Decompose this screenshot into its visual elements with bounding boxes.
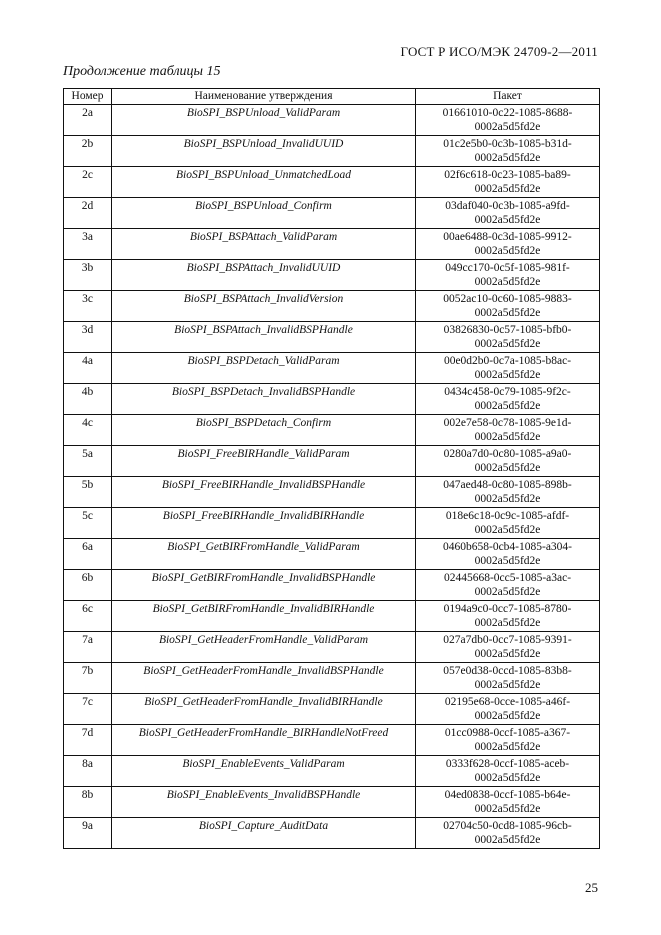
packet-uuid xyxy=(416,104,600,135)
packet-uuid-part-1: 027a7db0-0cc7-1085-9391- xyxy=(443,633,572,646)
packet-uuid xyxy=(416,600,600,631)
table-row xyxy=(64,445,600,476)
packet-uuid xyxy=(416,414,600,445)
row-number: 6a xyxy=(64,538,112,569)
packet-uuid xyxy=(416,786,600,817)
row-number: 7a xyxy=(64,631,112,662)
packet-uuid-part-1: 02445668-0cc5-1085-a3ac- xyxy=(443,571,572,584)
packet-uuid-part-2: 0002a5d5fd2e xyxy=(474,369,541,381)
row-number: 5b xyxy=(64,476,112,507)
row-number: 7c xyxy=(64,693,112,724)
packet-uuid-part-2: 0002a5d5fd2e xyxy=(474,121,541,133)
packet-uuid-part-1: 01c2e5b0-0c3b-1085-b31d- xyxy=(443,137,572,150)
table-header-row xyxy=(64,89,600,105)
assertion-name: BioSPI_BSPAttach_InvalidVersion xyxy=(112,290,416,321)
packet-uuid xyxy=(416,476,600,507)
assertion-name: BioSPI_GetHeaderFromHandle_InvalidBIRHandle xyxy=(112,693,416,724)
packet-uuid xyxy=(416,693,600,724)
table-row xyxy=(64,383,600,414)
assertion-name: BioSPI_BSPUnload_ValidParam xyxy=(112,104,416,135)
table-row xyxy=(64,414,600,445)
table-row xyxy=(64,321,600,352)
packet-uuid-part-2: 0002a5d5fd2e xyxy=(474,741,541,753)
table-row xyxy=(64,507,600,538)
packet-uuid-part-2: 0002a5d5fd2e xyxy=(474,493,541,505)
table-row xyxy=(64,259,600,290)
table-row xyxy=(64,662,600,693)
table-row xyxy=(64,197,600,228)
table-row xyxy=(64,290,600,321)
packet-uuid-part-2: 0002a5d5fd2e xyxy=(474,803,541,815)
assertion-name: BioSPI_Capture_AuditData xyxy=(112,817,416,848)
packet-uuid-part-1: 049cc170-0c5f-1085-981f- xyxy=(445,261,570,274)
table-row xyxy=(64,135,600,166)
packet-uuid-part-2: 0002a5d5fd2e xyxy=(474,772,541,784)
table-row xyxy=(64,569,600,600)
assertion-name: BioSPI_BSPAttach_InvalidBSPHandle xyxy=(112,321,416,352)
assertion-name: BioSPI_BSPDetach_ValidParam xyxy=(112,352,416,383)
row-number: 2b xyxy=(64,135,112,166)
assertion-name: BioSPI_BSPUnload_InvalidUUID xyxy=(112,135,416,166)
assertion-name: BioSPI_GetBIRFromHandle_InvalidBIRHandle xyxy=(112,600,416,631)
table-row xyxy=(64,724,600,755)
packet-uuid-part-2: 0002a5d5fd2e xyxy=(474,214,541,226)
table-row xyxy=(64,600,600,631)
packet-uuid-part-1: 0434c458-0c79-1085-9f2c- xyxy=(444,385,571,398)
packet-uuid-part-1: 03daf040-0c3b-1085-a9fd- xyxy=(445,199,570,212)
packet-uuid-part-1: 018e6c18-0c9c-1085-afdf- xyxy=(445,509,570,522)
packet-uuid-part-2: 0002a5d5fd2e xyxy=(474,586,541,598)
row-number: 3c xyxy=(64,290,112,321)
packet-uuid-part-1: 00ae6488-0c3d-1085-9912- xyxy=(443,230,572,243)
packet-uuid xyxy=(416,538,600,569)
packet-uuid-part-1: 002e7e58-0c78-1085-9e1d- xyxy=(443,416,572,429)
packet-uuid xyxy=(416,290,600,321)
row-number: 7d xyxy=(64,724,112,755)
packet-uuid-part-1: 01cc0988-0ccf-1085-a367- xyxy=(444,726,571,739)
packet-uuid-part-1: 0460b658-0cb4-1085-a304- xyxy=(442,540,573,553)
row-number: 7b xyxy=(64,662,112,693)
table-row xyxy=(64,476,600,507)
packet-uuid-part-2: 0002a5d5fd2e xyxy=(474,648,541,660)
table-row xyxy=(64,538,600,569)
table-row xyxy=(64,228,600,259)
table-row xyxy=(64,817,600,848)
packet-uuid xyxy=(416,445,600,476)
packet-uuid-part-1: 0280a7d0-0c80-1085-a9a0- xyxy=(443,447,572,460)
packet-uuid xyxy=(416,507,600,538)
packet-uuid-part-2: 0002a5d5fd2e xyxy=(474,183,541,195)
packet-uuid-part-2: 0002a5d5fd2e xyxy=(474,431,541,443)
packet-uuid-part-2: 0002a5d5fd2e xyxy=(474,679,541,691)
packet-uuid-part-1: 02f6c618-0c23-1085-ba89- xyxy=(444,168,571,181)
row-number: 3a xyxy=(64,228,112,259)
packet-uuid xyxy=(416,166,600,197)
assertion-name: BioSPI_GetBIRFromHandle_ValidParam xyxy=(112,538,416,569)
packet-uuid xyxy=(416,228,600,259)
assertions-table xyxy=(63,88,600,849)
packet-uuid-part-2: 0002a5d5fd2e xyxy=(474,524,541,536)
packet-uuid-part-1: 0052ac10-0c60-1085-9883- xyxy=(443,292,572,305)
packet-uuid xyxy=(416,135,600,166)
packet-uuid-part-1: 02195e68-0cce-1085-a46f- xyxy=(444,695,571,708)
table-caption: Продолжение таблицы 15 xyxy=(63,64,221,79)
row-number: 4a xyxy=(64,352,112,383)
row-number: 8a xyxy=(64,755,112,786)
row-number: 6b xyxy=(64,569,112,600)
column-header-number: Номер xyxy=(64,89,112,105)
packet-uuid-part-1: 0194a9c0-0cc7-1085-8780- xyxy=(443,602,572,615)
assertion-name: BioSPI_EnableEvents_InvalidBSPHandle xyxy=(112,786,416,817)
table-row xyxy=(64,166,600,197)
assertion-name: BioSPI_BSPAttach_ValidParam xyxy=(112,228,416,259)
row-number: 4b xyxy=(64,383,112,414)
packet-uuid-part-1: 01661010-0c22-1085-8688- xyxy=(442,106,573,119)
packet-uuid-part-2: 0002a5d5fd2e xyxy=(474,245,541,257)
packet-uuid xyxy=(416,352,600,383)
table-row xyxy=(64,104,600,135)
packet-uuid xyxy=(416,724,600,755)
table-row xyxy=(64,352,600,383)
row-number: 3b xyxy=(64,259,112,290)
table-row xyxy=(64,693,600,724)
assertion-name: BioSPI_FreeBIRHandle_InvalidBSPHandle xyxy=(112,476,416,507)
packet-uuid xyxy=(416,569,600,600)
packet-uuid xyxy=(416,631,600,662)
row-number: 4c xyxy=(64,414,112,445)
assertion-name: BioSPI_GetHeaderFromHandle_InvalidBSPHandle xyxy=(112,662,416,693)
row-number: 9a xyxy=(64,817,112,848)
packet-uuid xyxy=(416,662,600,693)
packet-uuid-part-1: 04ed0838-0ccf-1085-b64e- xyxy=(444,788,571,801)
packet-uuid-part-2: 0002a5d5fd2e xyxy=(474,617,541,629)
packet-uuid xyxy=(416,259,600,290)
column-header-assertion-name: Наименование утверждения xyxy=(112,89,416,105)
packet-uuid xyxy=(416,197,600,228)
row-number: 2a xyxy=(64,104,112,135)
assertion-name: BioSPI_GetHeaderFromHandle_BIRHandleNotFreed xyxy=(112,724,416,755)
packet-uuid-part-2: 0002a5d5fd2e xyxy=(474,152,541,164)
packet-uuid xyxy=(416,817,600,848)
table-row xyxy=(64,786,600,817)
packet-uuid-part-2: 0002a5d5fd2e xyxy=(474,710,541,722)
assertion-name: BioSPI_GetBIRFromHandle_InvalidBSPHandle xyxy=(112,569,416,600)
packet-uuid-part-1: 00e0d2b0-0c7a-1085-b8ac- xyxy=(443,354,572,367)
page-number: 25 xyxy=(585,880,598,895)
row-number: 2c xyxy=(64,166,112,197)
assertion-name: BioSPI_BSPAttach_InvalidUUID xyxy=(112,259,416,290)
assertion-name: BioSPI_GetHeaderFromHandle_ValidParam xyxy=(112,631,416,662)
row-number: 2d xyxy=(64,197,112,228)
table-row xyxy=(64,631,600,662)
packet-uuid-part-2: 0002a5d5fd2e xyxy=(474,834,541,846)
assertion-name: BioSPI_BSPDetach_InvalidBSPHandle xyxy=(112,383,416,414)
packet-uuid-part-1: 057e0d38-0ccd-1085-83b8- xyxy=(443,664,572,677)
packet-uuid-part-2: 0002a5d5fd2e xyxy=(474,555,541,567)
assertion-name: BioSPI_EnableEvents_ValidParam xyxy=(112,755,416,786)
packet-uuid-part-2: 0002a5d5fd2e xyxy=(474,307,541,319)
packet-uuid xyxy=(416,383,600,414)
assertion-name: BioSPI_BSPUnload_UnmatchedLoad xyxy=(112,166,416,197)
packet-uuid-part-2: 0002a5d5fd2e xyxy=(474,400,541,412)
row-number: 5a xyxy=(64,445,112,476)
table-row xyxy=(64,755,600,786)
column-header-packet: Пакет xyxy=(416,89,600,105)
packet-uuid-part-2: 0002a5d5fd2e xyxy=(474,338,541,350)
packet-uuid xyxy=(416,755,600,786)
assertion-name: BioSPI_BSPUnload_Confirm xyxy=(112,197,416,228)
packet-uuid-part-1: 047aed48-0c80-1085-898b- xyxy=(443,478,572,491)
packet-uuid-part-1: 0333f628-0ccf-1085-aceb- xyxy=(445,757,570,770)
packet-uuid-part-1: 02704c50-0cd8-1085-96cb- xyxy=(443,819,572,832)
packet-uuid-part-1: 03826830-0c57-1085-bfb0- xyxy=(443,323,572,336)
packet-uuid xyxy=(416,321,600,352)
packet-uuid-part-2: 0002a5d5fd2e xyxy=(474,276,541,288)
row-number: 3d xyxy=(64,321,112,352)
assertion-name: BioSPI_FreeBIRHandle_ValidParam xyxy=(112,445,416,476)
standard-designation: ГОСТ Р ИСО/МЭК 24709-2—2011 xyxy=(400,44,598,59)
row-number: 6c xyxy=(64,600,112,631)
row-number: 8b xyxy=(64,786,112,817)
packet-uuid-part-2: 0002a5d5fd2e xyxy=(474,462,541,474)
assertion-name: BioSPI_FreeBIRHandle_InvalidBIRHandle xyxy=(112,507,416,538)
row-number: 5c xyxy=(64,507,112,538)
assertion-name: BioSPI_BSPDetach_Confirm xyxy=(112,414,416,445)
table-body xyxy=(64,104,600,848)
